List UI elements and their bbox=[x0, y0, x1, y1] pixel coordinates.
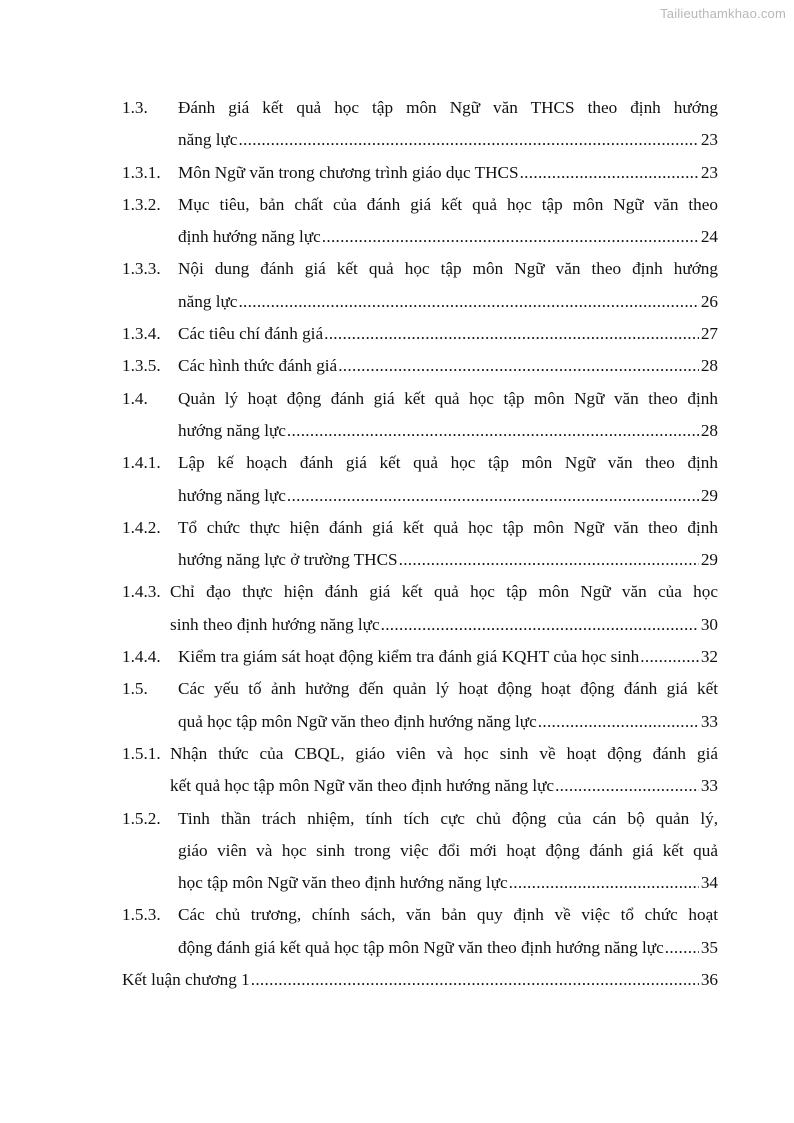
dot-leader bbox=[238, 286, 699, 318]
toc-number: 1.3.1. bbox=[122, 162, 161, 182]
toc-line bbox=[122, 609, 718, 641]
page-number: 35 bbox=[700, 937, 718, 957]
toc-line bbox=[122, 576, 718, 608]
page-number: 24 bbox=[700, 227, 718, 247]
dot-leader bbox=[324, 318, 699, 350]
toc-entry[interactable] bbox=[122, 673, 718, 738]
toc-entry[interactable] bbox=[122, 189, 718, 254]
toc-entry[interactable] bbox=[122, 253, 718, 318]
toc-number: 1.4.3. bbox=[122, 582, 161, 602]
dot-leader bbox=[640, 641, 699, 673]
toc-title-text: Nội dung đánh giá kết quả học tập môn Ngữ văn theo định hướng bbox=[178, 259, 718, 279]
toc-number: 1.3.2. bbox=[122, 194, 161, 214]
page-number: 30 bbox=[700, 614, 718, 634]
dot-leader bbox=[555, 770, 699, 802]
toc-title-text: động đánh giá kết quả học tập môn Ngữ văn theo định hướng năng lực bbox=[178, 937, 664, 957]
toc-entry[interactable] bbox=[122, 641, 718, 673]
toc-entry[interactable] bbox=[122, 350, 718, 382]
toc-title-text: Kết luận chương 1 bbox=[122, 970, 250, 990]
toc-title-text: Lập kế hoạch đánh giá kết quả học tập môn Ngữ văn theo định bbox=[178, 453, 718, 473]
toc-title-text: kết quả học tập môn Ngữ văn theo định hướng năng lực bbox=[170, 776, 555, 796]
toc-title-text: giáo viên và học sinh trong việc đổi mới hoạt động đánh giá kết quả bbox=[178, 840, 718, 860]
toc-number: 1.3.5. bbox=[122, 356, 161, 376]
toc-line bbox=[122, 92, 718, 124]
toc-line bbox=[122, 157, 718, 189]
toc-title-text: sinh theo định hướng năng lực bbox=[170, 614, 380, 634]
toc-line bbox=[122, 835, 718, 867]
page-number: 23 bbox=[700, 130, 718, 150]
toc-title-text: Nhận thức của CBQL, giáo viên và học sinh về hoạt động đánh giá bbox=[170, 743, 718, 763]
dot-leader bbox=[238, 124, 699, 156]
page-number: 28 bbox=[700, 420, 718, 440]
toc-title-text: năng lực bbox=[178, 291, 238, 311]
dot-leader bbox=[399, 544, 699, 576]
toc-number: 1.3.4. bbox=[122, 324, 161, 344]
page-number: 33 bbox=[700, 776, 718, 796]
toc-line bbox=[122, 706, 718, 738]
toc-number: 1.5.2. bbox=[122, 808, 161, 828]
toc-title-text: định hướng năng lực bbox=[178, 227, 321, 247]
toc-number: 1.4. bbox=[122, 388, 148, 408]
toc-number: 1.5.1. bbox=[122, 743, 161, 763]
toc-line bbox=[122, 512, 718, 544]
page-number: 36 bbox=[700, 970, 718, 990]
page-number: 34 bbox=[700, 873, 718, 893]
toc-title-text: Các chủ trương, chính sách, văn bản quy định về việc tổ chức hoạt bbox=[178, 905, 718, 925]
toc-title-text: năng lực bbox=[178, 130, 238, 150]
toc-entry[interactable] bbox=[122, 318, 718, 350]
dot-leader bbox=[520, 157, 699, 189]
toc-entry[interactable] bbox=[122, 383, 718, 448]
toc-line bbox=[122, 641, 718, 673]
dot-leader bbox=[287, 415, 699, 447]
toc-title-text: Tổ chức thực hiện đánh giá kết quả học tập môn Ngữ văn theo định bbox=[178, 517, 718, 537]
toc-line bbox=[122, 383, 718, 415]
toc-entry[interactable] bbox=[122, 899, 718, 964]
toc-line bbox=[122, 318, 718, 350]
dot-leader bbox=[251, 964, 699, 996]
toc-title-text: Các tiêu chí đánh giá bbox=[178, 324, 324, 344]
dot-leader bbox=[665, 932, 699, 964]
toc-number: 1.5.3. bbox=[122, 905, 161, 925]
toc-title-text: Các hình thức đánh giá bbox=[178, 356, 338, 376]
toc-entry[interactable] bbox=[122, 447, 718, 512]
page-number: 27 bbox=[700, 324, 718, 344]
watermark: Tailieuthamkhao.com bbox=[660, 6, 786, 21]
toc-line bbox=[122, 899, 718, 931]
toc-line bbox=[122, 738, 718, 770]
toc-title-text: Chỉ đạo thực hiện đánh giá kết quả học tập môn Ngữ văn của học bbox=[170, 582, 718, 602]
page-number: 29 bbox=[700, 550, 718, 570]
dot-leader bbox=[381, 609, 699, 641]
toc-number: 1.4.2. bbox=[122, 517, 161, 537]
toc-line bbox=[122, 770, 718, 802]
toc-line bbox=[122, 964, 718, 996]
page-number: 23 bbox=[700, 162, 718, 182]
dot-leader bbox=[322, 221, 699, 253]
toc-entry[interactable] bbox=[122, 92, 718, 157]
page-number: 29 bbox=[700, 485, 718, 505]
toc-line bbox=[122, 803, 718, 835]
toc-number: 1.5. bbox=[122, 679, 148, 699]
toc-line bbox=[122, 221, 718, 253]
toc-line bbox=[122, 447, 718, 479]
toc-title-text: học tập môn Ngữ văn theo định hướng năng lực bbox=[178, 873, 508, 893]
toc-line bbox=[122, 253, 718, 285]
toc-line bbox=[122, 932, 718, 964]
page-number: 28 bbox=[700, 356, 718, 376]
toc-title-text: hướng năng lực ở trường THCS bbox=[178, 550, 398, 570]
toc-entry[interactable] bbox=[122, 512, 718, 577]
toc-entry[interactable] bbox=[122, 964, 718, 996]
page-number: 32 bbox=[700, 647, 718, 667]
toc-line bbox=[122, 867, 718, 899]
toc-number: 1.3.3. bbox=[122, 259, 161, 279]
dot-leader bbox=[287, 480, 699, 512]
table-of-contents bbox=[122, 92, 718, 996]
toc-line bbox=[122, 189, 718, 221]
toc-number: 1.4.1. bbox=[122, 453, 161, 473]
toc-line bbox=[122, 286, 718, 318]
toc-title-text: quả học tập môn Ngữ văn theo định hướng năng lực bbox=[178, 711, 537, 731]
toc-line bbox=[122, 673, 718, 705]
toc-title-text: Kiểm tra giám sát hoạt động kiểm tra đánh giá KQHT của học sinh bbox=[178, 647, 640, 667]
toc-title-text: Tinh thần trách nhiệm, tính tích cực chủ động của cán bộ quản lý, bbox=[178, 808, 718, 828]
toc-title-text: Quản lý hoạt động đánh giá kết quả học tập môn Ngữ văn theo định bbox=[178, 388, 718, 408]
toc-line bbox=[122, 350, 718, 382]
toc-number: 1.3. bbox=[122, 98, 148, 117]
toc-entry[interactable] bbox=[122, 157, 718, 189]
toc-line bbox=[122, 124, 718, 156]
toc-title-text: hướng năng lực bbox=[178, 485, 286, 505]
toc-entry[interactable] bbox=[122, 738, 718, 803]
page-number: 33 bbox=[700, 711, 718, 731]
toc-line bbox=[122, 480, 718, 512]
toc-entry[interactable] bbox=[122, 803, 718, 900]
toc-line bbox=[122, 415, 718, 447]
toc-entry[interactable] bbox=[122, 576, 718, 641]
dot-leader bbox=[538, 706, 699, 738]
dot-leader bbox=[509, 867, 699, 899]
toc-title-text: Mục tiêu, bản chất của đánh giá kết quả học tập môn Ngữ văn theo bbox=[178, 194, 718, 214]
toc-title-text: Các yếu tố ảnh hưởng đến quản lý hoạt động hoạt động đánh giá kết bbox=[178, 679, 718, 699]
toc-title-text: hướng năng lực bbox=[178, 420, 286, 440]
toc-title-text: Đánh giá kết quả học tập môn Ngữ văn THCS theo định hướng bbox=[178, 98, 718, 117]
toc-title-text: Môn Ngữ văn trong chương trình giáo dục THCS bbox=[178, 162, 519, 182]
dot-leader bbox=[338, 350, 699, 382]
toc-line bbox=[122, 544, 718, 576]
toc-number: 1.4.4. bbox=[122, 647, 161, 667]
page-number: 26 bbox=[700, 291, 718, 311]
